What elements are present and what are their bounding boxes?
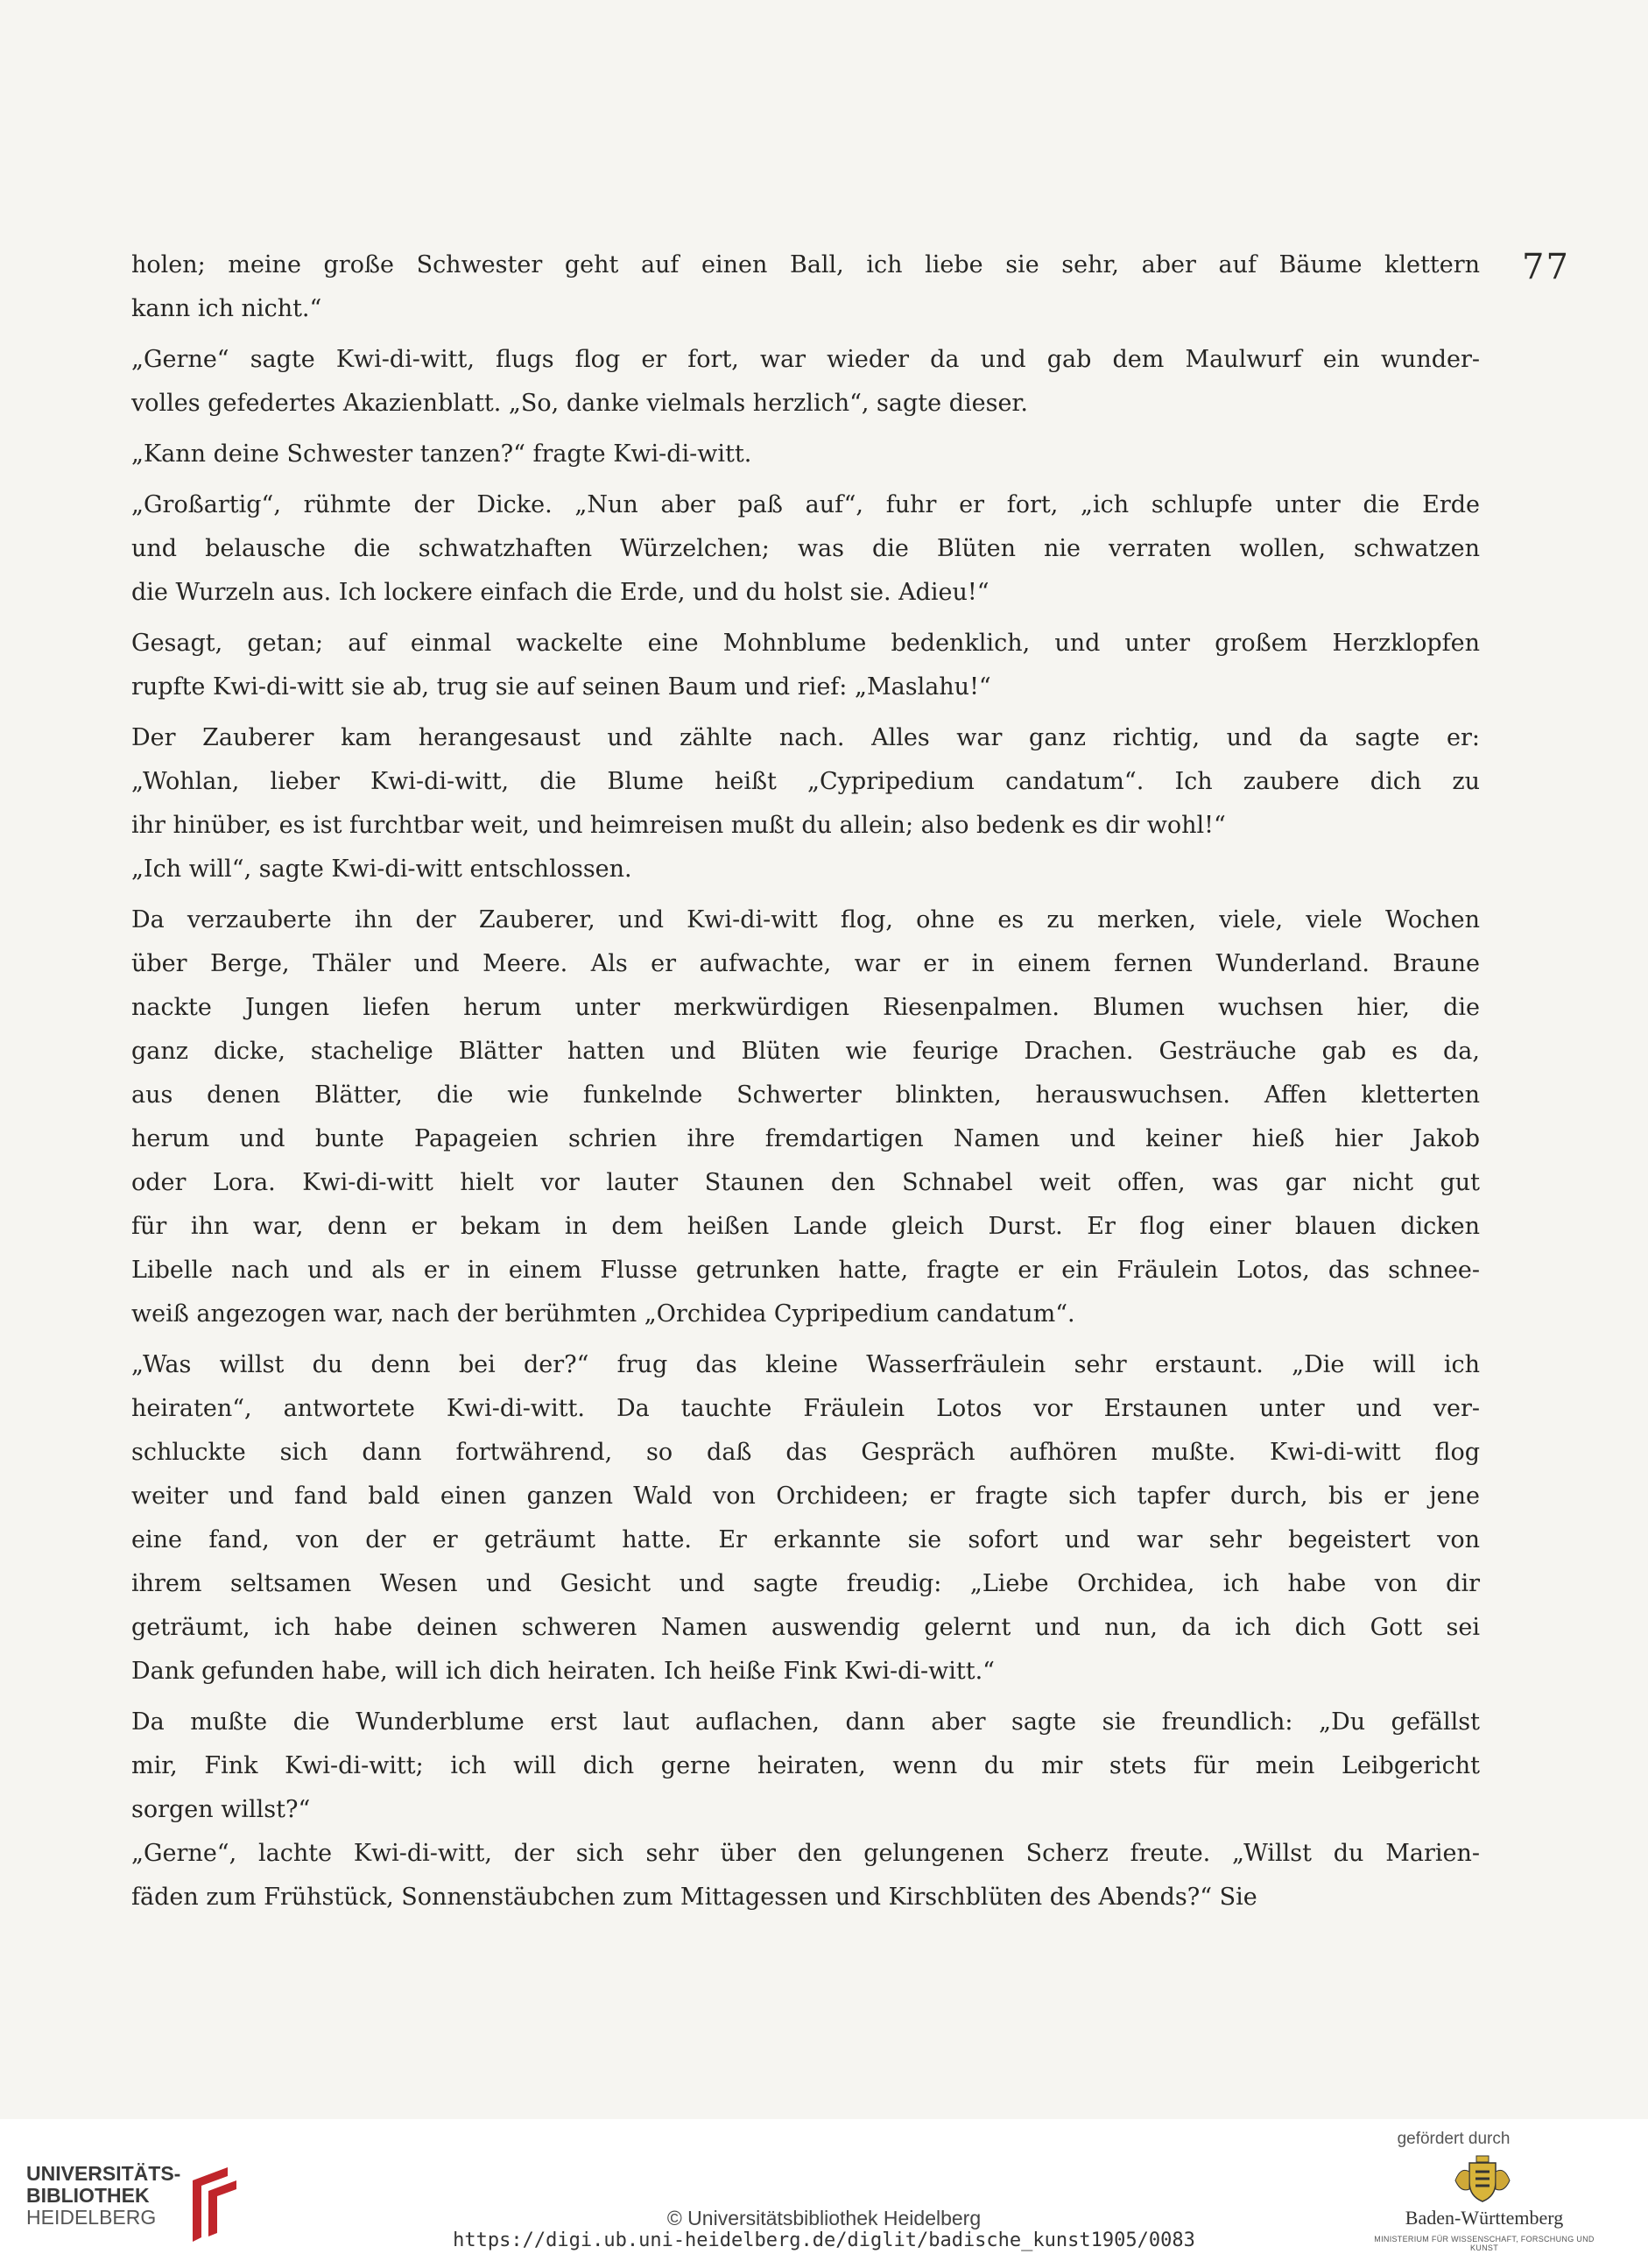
paragraph [131, 433, 1480, 476]
source-url[interactable]: https://digi.ub.uni-heidelberg.de/diglit/badische_kunst1905/0083 [453, 2229, 1195, 2251]
text-line: rupfte Kwi-di-witt sie ab, trug sie auf seinen Baum und rief: „Maslahu!“ [131, 673, 991, 701]
paragraph [131, 716, 1480, 891]
text-line: ganz dicke, stachelige Blätter hatten und Blüten wie feurige Drachen. Gesträuche gab es da, [131, 1038, 1480, 1065]
paragraph [131, 1343, 1480, 1694]
text-line: Der Zauberer kam herangesaust und zählte nach. Alles war ganz richtig, und da sagte er: [131, 724, 1480, 751]
text-line: Libelle nach und als er in einem Flusse getrunken hatte, fragte er ein Fräulein Lotos, das schnee- [131, 1257, 1480, 1284]
paragraph [131, 1701, 1480, 1919]
page-number: 77 [1522, 247, 1570, 287]
text-line: schluckte sich dann fortwährend, so daß das Gespräch aufhören mußte. Kwi-di-witt flog [131, 1439, 1480, 1466]
text-line: „Großartig“, rühmte der Dicke. „Nun aber paß auf“, fuhr er fort, „ich schlupfe unter die Erde [131, 491, 1480, 518]
ministry-name: MINISTERIUM FÜR WISSENSCHAFT, FORSCHUNG UND KUNST [1374, 2235, 1595, 2252]
text-line: heiraten“, antwortete Kwi-di-witt. Da tauchte Fräulein Lotos vor Erstaunen unter und ver- [131, 1395, 1480, 1422]
text-line: herum und bunte Papageien schrien ihre fremdartigen Namen und keiner hieß hier Jakob [131, 1125, 1480, 1152]
text-line: „Ich will“, sagte Kwi-di-witt entschlossen. [131, 856, 632, 883]
text-line: oder Lora. Kwi-di-witt hielt vor lauter Staunen den Schnabel weit offen, was gar nicht gut [131, 1169, 1480, 1196]
text-line: weiter und fand bald einen ganzen Wald von Orchideen; er fragte sich tapfer durch, bis er jene [131, 1483, 1480, 1510]
text-line: nackte Jungen liefen herum unter merkwürdigen Riesenpalmen. Blumen wuchsen hier, die [131, 994, 1480, 1021]
text-line: „Wohlan, lieber Kwi-di-witt, die Blume heißt „Cypripedium candatum“. Ich zaubere dich zu [131, 768, 1480, 795]
state-name: Baden-Württemberg [1405, 2207, 1564, 2229]
text-line: „Gerne“ sagte Kwi-di-witt, flugs flog er fort, war wieder da und gab dem Maulwurf ein wunder- [131, 346, 1480, 373]
text-line: für ihn war, denn er bekam in dem heißen Lande gleich Durst. Er flog einer blauen dicken [131, 1213, 1480, 1240]
text-line: Gesagt, getan; auf einmal wackelte eine Mohnblume bedenklich, und unter großem Herzklopfen [131, 630, 1480, 657]
text-line: „Gerne“, lachte Kwi-di-witt, der sich sehr über den gelungenen Scherz freute. „Willst du Marien- [131, 1840, 1480, 1867]
text-line: fäden zum Frühstück, Sonnenstäubchen zum Mittagessen und Kirschblüten des Abends?“ Sie [131, 1884, 1257, 1911]
text-line: ihrem seltsamen Wesen und Gesicht und sagte freudig: „Liebe Orchidea, ich habe von dir [131, 1570, 1480, 1597]
copyright: © Universitätsbibliothek Heidelberg [666, 2207, 982, 2229]
text-line: holen; meine große Schwester geht auf einen Ball, ich liebe sie sehr, aber auf Bäume klettern [131, 251, 1480, 278]
text-line: volles gefedertes Akazienblatt. „So, danke vielmals herzlich“, sagte dieser. [131, 390, 1028, 417]
text-line: aus denen Blätter, die wie funkelnde Schwerter blinkten, herauswuchsen. Affen kletterten [131, 1081, 1480, 1109]
paragraph [131, 483, 1480, 615]
footer [0, 2119, 1648, 2268]
paragraph [131, 243, 1480, 331]
text-line: kann ich nicht.“ [131, 295, 322, 322]
text-line: mir, Fink Kwi-di-witt; ich will dich gerne heiraten, wenn du mir stets für mein Leibgericht [131, 1752, 1480, 1779]
paragraph [131, 622, 1480, 709]
body-text [131, 243, 1480, 1919]
text-line: eine fand, von der er geträumt hatte. Er erkannte sie sofort und war sehr begeistert von [131, 1526, 1480, 1553]
text-line: „Kann deine Schwester tanzen?“ fragte Kwi-di-witt. [131, 440, 752, 468]
text-line: und belausche die schwatzhaften Würzelchen; was die Blüten nie verraten wollen, schwatzen [131, 535, 1480, 562]
text-line: Da verzauberte ihn der Zauberer, und Kwi-di-witt flog, ohne es zu merken, viele, viele Wochen [131, 906, 1480, 933]
text-line: weiß angezogen war, nach der berühmten „Orchidea Cypripedium candatum“. [131, 1300, 1075, 1328]
library-name-line1: UNIVERSITÄTS- [26, 2162, 181, 2185]
text-line: sorgen willst?“ [131, 1796, 311, 1823]
text-line: über Berge, Thäler und Meere. Als er aufwachte, war er in einem fernen Wunderland. Braune [131, 950, 1480, 977]
funded-by-label: gefördert durch [1397, 2130, 1511, 2148]
text-line: „Was willst du denn bei der?“ frug das kleine Wasserfräulein sehr erstaunt. „Die will ich [131, 1351, 1480, 1378]
text-line: die Wurzeln aus. Ich lockere einfach die Erde, und du holst sie. Adieu!“ [131, 579, 990, 606]
library-name-line3: HEIDELBERG [26, 2206, 157, 2229]
library-name-line2: BIBLIOTHEK [26, 2184, 150, 2207]
paragraph [131, 338, 1480, 426]
funding-block [1366, 2130, 1629, 2261]
text-line: Da mußte die Wunderblume erst laut auflachen, dann aber sagte sie freundlich: „Du gefällst [131, 1708, 1480, 1736]
text-line: geträumt, ich habe deinen schweren Namen auswendig gelernt und nun, da ich dich Gott sei [131, 1614, 1480, 1641]
text-line: ihr hinüber, es ist furchtbar weit, und heimreisen mußt du allein; also bedenk es dir wohl!“ [131, 812, 1226, 839]
paragraph [131, 898, 1480, 1336]
text-line: Dank gefunden habe, will ich dich heiraten. Ich heiße Fink Kwi-di-witt.“ [131, 1658, 995, 1685]
state-crest-icon [1452, 2154, 1513, 2205]
